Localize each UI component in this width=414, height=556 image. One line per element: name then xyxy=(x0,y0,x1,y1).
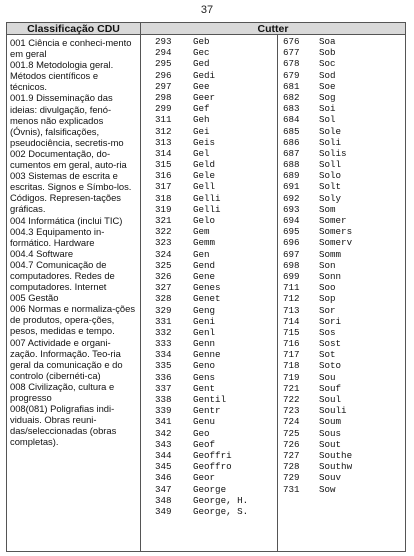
cutter-row xyxy=(155,316,248,327)
cutter-row xyxy=(155,372,248,383)
cutter-name: Solt xyxy=(319,181,342,193)
cutter-number: 331 xyxy=(155,315,172,327)
cutter-number: 315 xyxy=(155,159,172,171)
cutter-number: 712 xyxy=(283,293,300,305)
cutter-row xyxy=(155,114,248,125)
cutter-number: 293 xyxy=(155,36,172,47)
cutter-name: George xyxy=(193,483,227,495)
cutter-name: Gem xyxy=(193,226,210,238)
cutter-number: 713 xyxy=(283,304,300,316)
classification-entry: 006 Normas e normaliza-ções de produtos, opera-ções, pesos, medidas e tempo. xyxy=(10,303,136,337)
cutter-name: Geer xyxy=(193,91,216,103)
cutter-number: 683 xyxy=(283,103,300,115)
cutter-row xyxy=(283,260,352,271)
cutter-number: 692 xyxy=(283,192,300,204)
cutter-number: 723 xyxy=(283,405,300,417)
cutter-number: 322 xyxy=(155,226,172,238)
cutter-name: Sole xyxy=(319,125,342,137)
cutter-number: 728 xyxy=(283,461,300,473)
cutter-row xyxy=(283,181,352,192)
cutter-name: Sout xyxy=(319,438,342,450)
cutter-name: Gee xyxy=(193,80,210,92)
cutter-number: 341 xyxy=(155,416,172,428)
cutter-row xyxy=(155,472,248,483)
classification-entry: 002 Documentação, do-cumentos em geral, auto-ria xyxy=(10,147,127,171)
cutter-name: Gelo xyxy=(193,215,216,226)
classification-entry: 001 Ciência e conheci-mento em geral xyxy=(10,37,132,60)
cutter-row xyxy=(155,36,248,47)
cutter-name: Gef xyxy=(193,103,210,115)
cutter-row xyxy=(155,271,248,282)
cutter-name: Soo xyxy=(319,282,336,294)
cutter-row xyxy=(283,170,352,181)
cutter-name: Geb xyxy=(193,36,210,47)
cutter-number: 718 xyxy=(283,360,300,372)
cutter-number: 294 xyxy=(155,47,172,59)
cutter-row xyxy=(155,81,248,92)
cutter-row xyxy=(155,193,248,204)
cutter-name: Sob xyxy=(319,47,336,59)
cutter-row xyxy=(155,405,248,416)
cutter-row xyxy=(283,92,352,103)
cutter-number: 339 xyxy=(155,405,172,417)
cutter-name: Somers xyxy=(319,226,353,238)
cutter-number: 324 xyxy=(155,248,172,260)
cutter-row xyxy=(283,305,352,316)
cutter-name: Geof xyxy=(193,438,216,450)
cutter-number: 722 xyxy=(283,394,300,405)
cutter-row xyxy=(283,372,352,383)
cutter-number: 685 xyxy=(283,125,300,137)
cutter-name: Genne xyxy=(193,349,221,361)
cutter-number: 338 xyxy=(155,394,172,405)
cutter-number: 311 xyxy=(155,114,172,126)
cutter-row xyxy=(283,249,352,260)
cutter-name: Ged xyxy=(193,58,210,70)
cutter-name: Southw xyxy=(319,461,353,473)
cutter-number: 727 xyxy=(283,449,300,461)
cutter-name: Souf xyxy=(319,382,342,394)
cutter-number: 681 xyxy=(283,80,300,92)
cutter-row xyxy=(283,70,352,81)
cutter-number: 679 xyxy=(283,69,300,81)
cutter-name: Gelli xyxy=(193,192,221,204)
cutter-row xyxy=(155,70,248,81)
classification-entry: 005 Gestão xyxy=(10,292,59,304)
cutter-row xyxy=(283,103,352,114)
cutter-row xyxy=(283,472,352,483)
cutter-number: 343 xyxy=(155,438,172,450)
cutter-number: 691 xyxy=(283,181,300,193)
cutter-number: 336 xyxy=(155,371,172,383)
cutter-number: 719 xyxy=(283,371,300,383)
cutter-row xyxy=(283,148,352,159)
cutter-name: Sou xyxy=(319,371,336,383)
cutter-row xyxy=(283,416,352,427)
cutter-name: Sol xyxy=(319,114,336,126)
cutter-number: 298 xyxy=(155,91,172,103)
cutter-number: 333 xyxy=(155,338,172,350)
cutter-name: Soly xyxy=(319,192,342,204)
cutter-row xyxy=(155,170,248,181)
cutter-row xyxy=(155,215,248,226)
cutter-row xyxy=(155,126,248,137)
cutter-number: 335 xyxy=(155,360,172,372)
cutter-row xyxy=(155,394,248,405)
cutter-number: 694 xyxy=(283,215,300,226)
cutter-number: 319 xyxy=(155,203,172,215)
cutter-number: 684 xyxy=(283,114,300,126)
cutter-number: 323 xyxy=(155,237,172,249)
classification-column xyxy=(7,35,141,551)
cutter-number: 717 xyxy=(283,349,300,361)
cutter-number: 318 xyxy=(155,192,172,204)
cutter-name: Geo xyxy=(193,427,210,439)
cutter-row xyxy=(155,58,248,69)
cutter-name: Geor xyxy=(193,472,216,484)
cutter-name: Genu xyxy=(193,416,216,428)
cutter-name: Soum xyxy=(319,416,342,428)
classification-entry: 004 Informática (inclui TIC) xyxy=(10,214,123,226)
cutter-name: Gel xyxy=(193,147,210,159)
cutter-number: 714 xyxy=(283,315,300,327)
cutter-row xyxy=(155,293,248,304)
cutter-row xyxy=(155,249,248,260)
cutter-name: Soul xyxy=(319,394,342,405)
cutter-number: 726 xyxy=(283,438,300,450)
cutter-number: 295 xyxy=(155,58,172,70)
cutter-number: 337 xyxy=(155,382,172,394)
cutter-name: Gen xyxy=(193,248,210,260)
header-cutter: Cutter xyxy=(141,23,405,35)
cutter-name: Sop xyxy=(319,293,336,305)
cutter-row xyxy=(283,461,352,472)
cutter-name: Soi xyxy=(319,103,336,115)
cutter-name: Solo xyxy=(319,170,342,182)
cutter-row xyxy=(155,181,248,192)
cutter-number: 325 xyxy=(155,259,172,271)
cutter-name: Soa xyxy=(319,36,336,47)
cutter-number: 689 xyxy=(283,170,300,182)
cutter-name: Sow xyxy=(319,483,336,495)
cutter-number: 687 xyxy=(283,147,300,159)
cutter-row xyxy=(155,148,248,159)
cutter-name: Gell xyxy=(193,181,216,193)
cutter-name: Soe xyxy=(319,80,336,92)
cutter-name: George, H. xyxy=(193,494,249,506)
cutter-name: Souv xyxy=(319,472,342,484)
cutter-name: Soll xyxy=(319,159,342,171)
cutter-row xyxy=(155,461,248,472)
cutter-name: Sori xyxy=(319,315,342,327)
cutter-name: George, S. xyxy=(193,505,249,517)
cutter-number: 676 xyxy=(283,36,300,47)
cutter-name: Gei xyxy=(193,125,210,137)
page-number: 37 xyxy=(200,4,214,16)
cutter-row xyxy=(155,338,248,349)
cutter-number: 697 xyxy=(283,248,300,260)
cutter-row xyxy=(283,405,352,416)
classification-entry: 007 Actividade e organi-zação. Informação. Teo-ria geral da comunicação e do controlo (cibernéti-ca) xyxy=(10,336,123,381)
cutter-row xyxy=(283,215,352,226)
cutter-name: Sos xyxy=(319,326,336,338)
cutter-name: Somer xyxy=(319,215,347,226)
cutter-number: 314 xyxy=(155,147,172,159)
cutter-name: Geng xyxy=(193,304,216,316)
classification-entry: 003 Sistemas de escrita e escritas. Signos e Símbo-los. Códigos. Represen-tações gráficas. xyxy=(10,170,132,215)
cutter-number: 334 xyxy=(155,349,172,361)
cutter-number: 678 xyxy=(283,58,300,70)
cutter-row xyxy=(155,349,248,360)
cutter-number: 327 xyxy=(155,282,172,294)
cutter-row xyxy=(283,394,352,405)
cutter-number: 696 xyxy=(283,237,300,249)
cutter-row xyxy=(283,349,352,360)
cutter-name: Geh xyxy=(193,114,210,126)
cutter-name: Sod xyxy=(319,69,336,81)
cutter-number: 721 xyxy=(283,382,300,394)
cutter-number: 693 xyxy=(283,203,300,215)
cutter-name: Gend xyxy=(193,259,216,271)
cutter-number: 725 xyxy=(283,427,300,439)
cutter-number: 299 xyxy=(155,103,172,115)
classification-entry: 004.4 Software xyxy=(10,247,74,259)
cutter-column-divider xyxy=(277,35,278,551)
cutter-number: 347 xyxy=(155,483,172,495)
cutter-name: Gelli xyxy=(193,203,221,215)
classification-entry: 001.8 Metodologia geral. Métodos científicos e técnicos. xyxy=(10,59,114,93)
cutter-name: Soto xyxy=(319,360,342,372)
cutter-number: 677 xyxy=(283,47,300,59)
cutter-name: Geld xyxy=(193,159,216,171)
cutter-left-column xyxy=(155,36,248,517)
cutter-name: Genl xyxy=(193,326,216,338)
cutter-row xyxy=(155,305,248,316)
cutter-row xyxy=(155,260,248,271)
cutter-row xyxy=(155,416,248,427)
cutter-number: 695 xyxy=(283,226,300,238)
cutter-name: Solis xyxy=(319,147,347,159)
cutter-row xyxy=(155,506,248,517)
cutter-row xyxy=(283,58,352,69)
cutter-row xyxy=(283,47,352,58)
cutter-row xyxy=(155,237,248,248)
cutter-row xyxy=(283,226,352,237)
cutter-name: Sonn xyxy=(319,270,342,282)
cutter-number: 349 xyxy=(155,505,172,517)
cutter-number: 346 xyxy=(155,472,172,484)
classification-entry: 008(081) Poligrafias indi-viduais. Obras reuni-das/seleccionadas (obras completas). xyxy=(10,403,117,448)
cutter-row xyxy=(283,81,352,92)
cutter-name: Son xyxy=(319,259,336,271)
cutter-row xyxy=(283,126,352,137)
cutter-number: 724 xyxy=(283,416,300,428)
cutter-number: 711 xyxy=(283,282,300,294)
cutter-name: Genet xyxy=(193,293,221,305)
cutter-number: 344 xyxy=(155,449,172,461)
cutter-row xyxy=(155,204,248,215)
cutter-row xyxy=(155,92,248,103)
cutter-row xyxy=(283,114,352,125)
cutter-number: 332 xyxy=(155,326,172,338)
cutter-row xyxy=(283,159,352,170)
cutter-number: 715 xyxy=(283,326,300,338)
cutter-name: Soc xyxy=(319,58,336,70)
cutter-row xyxy=(283,316,352,327)
cutter-name: Geoffro xyxy=(193,461,232,473)
cutter-name: Som xyxy=(319,203,336,215)
cutter-name: Geoffri xyxy=(193,449,232,461)
cutter-name: Sost xyxy=(319,338,342,350)
cutter-number: 317 xyxy=(155,181,172,193)
cutter-name: Sor xyxy=(319,304,336,316)
cutter-row xyxy=(283,439,352,450)
cutter-row xyxy=(155,282,248,293)
cutter-row xyxy=(155,137,248,148)
cutter-name: Genes xyxy=(193,282,221,294)
cutter-number: 699 xyxy=(283,270,300,282)
cutter-row xyxy=(283,450,352,461)
cutter-row xyxy=(283,327,352,338)
cutter-row xyxy=(155,47,248,58)
cutter-number: 731 xyxy=(283,483,300,495)
cutter-number: 329 xyxy=(155,304,172,316)
cutter-row xyxy=(283,237,352,248)
cutter-number: 312 xyxy=(155,125,172,137)
cutter-row xyxy=(283,338,352,349)
cutter-number: 348 xyxy=(155,494,172,506)
cutter-number: 729 xyxy=(283,472,300,484)
cutter-name: Sot xyxy=(319,349,336,361)
cutter-number: 345 xyxy=(155,461,172,473)
cutter-name: Genn xyxy=(193,338,216,350)
cutter-number: 686 xyxy=(283,136,300,148)
cutter-name: Somerv xyxy=(319,237,353,249)
cutter-row xyxy=(283,383,352,394)
cutter-row xyxy=(155,439,248,450)
cutter-row xyxy=(155,484,248,495)
cutter-number: 296 xyxy=(155,69,172,81)
cutter-row xyxy=(155,450,248,461)
cutter-row xyxy=(155,226,248,237)
cutter-number: 342 xyxy=(155,427,172,439)
cutter-name: Gec xyxy=(193,47,210,59)
classification-entry: 001.9 Disseminação das ideias: divulgação, fenó-menos não explicados (Óvnis), falsificações, pseudociência, secretis-mo xyxy=(10,92,124,148)
cutter-name: Southe xyxy=(319,449,353,461)
classification-entry: 008 Civilização, cultura e progresso xyxy=(10,380,115,403)
cutter-row xyxy=(155,383,248,394)
cutter-name: Geis xyxy=(193,136,216,148)
cutter-row xyxy=(283,271,352,282)
cutter-name: Gedi xyxy=(193,69,216,81)
cutter-name: Geno xyxy=(193,360,216,372)
cutter-row xyxy=(155,103,248,114)
cutter-name: Gent xyxy=(193,382,216,394)
cutter-name: Gene xyxy=(193,270,216,282)
cutter-name: Soli xyxy=(319,136,342,148)
classification-entry: 004.7 Comunicação de computadores. Redes de computadores. Internet xyxy=(10,258,115,293)
cutter-row xyxy=(283,137,352,148)
cutter-name: Gentr xyxy=(193,405,221,417)
cutter-row xyxy=(155,495,248,506)
cutter-number: 688 xyxy=(283,159,300,171)
cutter-right-column xyxy=(283,36,352,495)
cutter-row xyxy=(155,327,248,338)
cutter-number: 316 xyxy=(155,170,172,182)
cutter-number: 321 xyxy=(155,215,172,226)
cutter-number: 297 xyxy=(155,80,172,92)
cutter-row xyxy=(283,428,352,439)
cutter-number: 328 xyxy=(155,293,172,305)
cdu-cutter-table xyxy=(6,22,406,552)
cutter-row xyxy=(155,159,248,170)
cutter-number: 326 xyxy=(155,270,172,282)
cutter-row xyxy=(283,282,352,293)
cutter-number: 698 xyxy=(283,259,300,271)
cutter-row xyxy=(283,484,352,495)
cutter-row xyxy=(155,360,248,371)
cutter-name: Gens xyxy=(193,371,216,383)
classification-entry: 004.3 Equipamento in-formático. Hardware xyxy=(10,225,105,248)
cutter-name: Sog xyxy=(319,91,336,103)
cutter-name: Gemm xyxy=(193,237,216,249)
cutter-row xyxy=(283,293,352,304)
cutter-row xyxy=(283,36,352,47)
cutter-name: Geni xyxy=(193,315,216,327)
cutter-name: Gele xyxy=(193,170,216,182)
header-classification: Classificação CDU xyxy=(7,23,141,35)
cutter-name: Souli xyxy=(319,405,347,417)
cutter-number: 682 xyxy=(283,91,300,103)
cutter-number: 313 xyxy=(155,136,172,148)
cutter-number: 716 xyxy=(283,338,300,350)
cutter-name: Gentil xyxy=(193,394,227,405)
cutter-row xyxy=(283,204,352,215)
cutter-row xyxy=(283,193,352,204)
cutter-name: Sous xyxy=(319,427,342,439)
cutter-name: Somm xyxy=(319,248,342,260)
cutter-row xyxy=(155,428,248,439)
cutter-row xyxy=(283,360,352,371)
